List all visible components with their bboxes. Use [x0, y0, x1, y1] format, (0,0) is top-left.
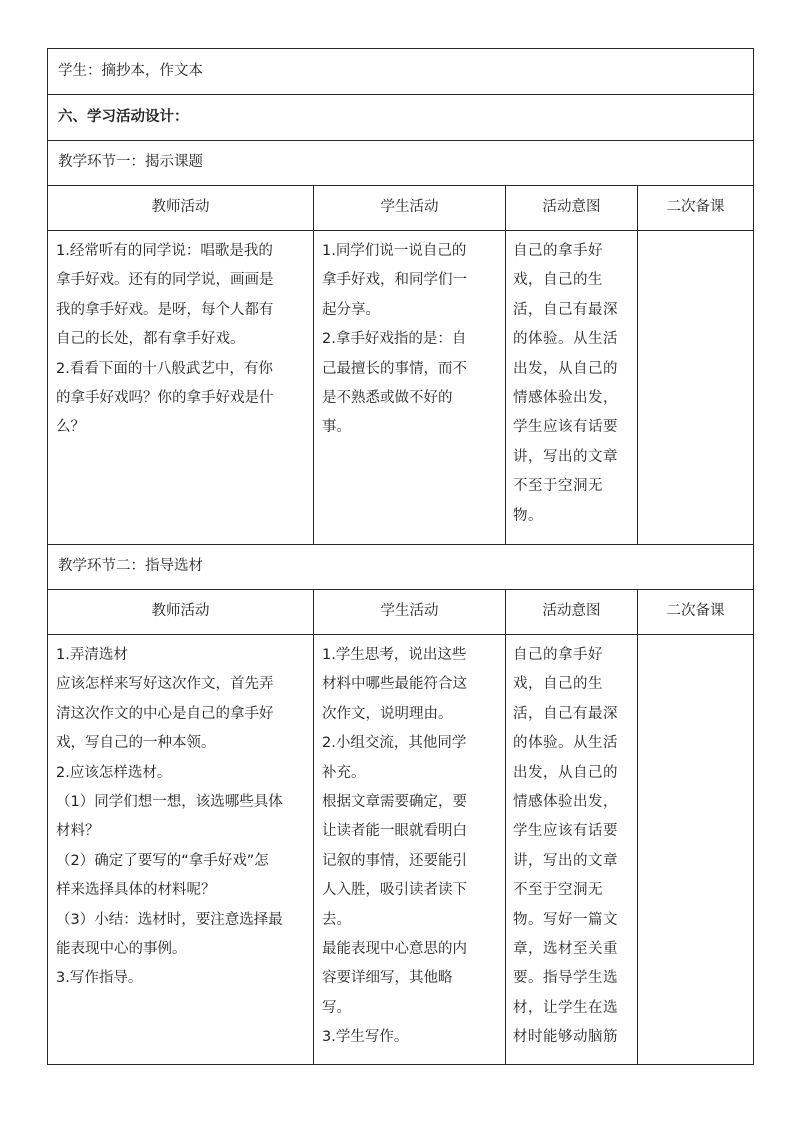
segment2-body-row: [48, 635, 754, 1065]
segment1-body-row: [48, 231, 754, 545]
text-line: 事。: [322, 419, 351, 436]
text-line: 是不熟悉或做不好的: [322, 390, 453, 407]
header-activity-intent: 活动意图: [506, 186, 638, 231]
segment1-header-row: [48, 186, 754, 231]
text-line: 戏，自己的生: [513, 272, 603, 289]
text-line: 学生应该有话要: [513, 823, 618, 840]
text-line: 能表现中心的事例。: [56, 941, 187, 958]
text-line: 应该怎样来写好这次作文，首先弄: [56, 676, 274, 693]
text-line: 自己的长处，都有拿手好戏。: [56, 331, 245, 348]
text-line: （2）确定了要写的“拿手好戏”怎: [56, 852, 269, 869]
text-line: 1.经常听有的同学说：唱歌是我的: [56, 243, 273, 259]
text-line: 1.弄清选材: [56, 647, 128, 663]
text-line: （3）小结：选材时，要注意选择最: [56, 911, 283, 928]
text-line: （1）同学们想一想，该选哪些具体: [56, 794, 283, 811]
segment1-student-cell: [314, 231, 506, 545]
text-line: 材，让学生在选: [513, 999, 618, 1016]
text-line: 起分享。: [322, 301, 380, 318]
text-line: 章，选材至关重: [513, 941, 618, 958]
text-line: 不至于空洞无: [513, 478, 603, 495]
segment1-title-row: [48, 141, 754, 186]
text-line: 自己的拿手好: [513, 647, 603, 663]
text-line: 活，自己有最深: [513, 301, 618, 318]
text-line: 拿手好戏。还有的同学说，画画是: [56, 272, 274, 289]
segment1-second-prep-cell: [638, 231, 754, 545]
text-line: 3.写作指导。: [56, 970, 143, 987]
text-line: 人入胜，吸引读者读下: [322, 882, 467, 899]
text-line: 么？: [56, 419, 85, 436]
section-title: 六、学习活动设计：: [48, 95, 754, 141]
text-line: 次作文，说明理由。: [322, 705, 453, 722]
header-teacher-activity: 教师活动: [48, 590, 314, 635]
text-line: 要。指导学生选: [513, 970, 618, 987]
text-line: 去。: [322, 911, 351, 928]
text-line: 讲，写出的文章: [513, 448, 618, 465]
segment1-intent-cell: [506, 231, 638, 545]
lesson-plan-table: [47, 48, 754, 1065]
header-teacher-activity: 教师活动: [48, 186, 314, 231]
text-line: 戏，写自己的一种本领。: [56, 735, 216, 752]
text-line: 物。: [513, 507, 543, 524]
text-line: 出发，从自己的: [513, 764, 618, 781]
text-line: 2.看看下面的十八般武艺中，有你: [56, 360, 273, 377]
text-line: 清这次作文的中心是自己的拿手好: [56, 705, 274, 722]
text-line: 讲，写出的文章: [513, 852, 618, 869]
text-line: 样来选择具体的材料呢？: [56, 882, 216, 899]
text-line: 己最擅长的事情，而不: [322, 360, 467, 377]
text-line: 2.小组交流，其他同学: [322, 735, 467, 752]
text-line: 情感体验出发，: [513, 794, 618, 811]
text-line: 1.同学们说一说自己的: [322, 243, 467, 259]
text-line: 补充。: [322, 764, 366, 781]
text-line: 材料？: [56, 823, 100, 840]
header-second-prep: 二次备课: [638, 186, 754, 231]
text-line: 的体验。从生活: [513, 735, 618, 752]
segment2-student-cell: [314, 635, 506, 1065]
text-line: 根据文章需要确定，要: [322, 794, 467, 811]
text-line: 2.应该怎样选材。: [56, 764, 172, 781]
materials-row: [48, 49, 754, 95]
header-student-activity: 学生活动: [314, 590, 506, 635]
text-line: 我的拿手好戏。是呀，每个人都有: [56, 301, 274, 318]
segment2-teacher-cell: [48, 635, 314, 1065]
text-line: 戏，自己的生: [513, 676, 603, 693]
text-line: 写。: [322, 999, 351, 1016]
text-line: 不至于空洞无: [513, 882, 603, 899]
segment2-second-prep-cell: [638, 635, 754, 1065]
text-line: 让读者能一眼就看明白: [322, 823, 467, 840]
text-line: 最能表现中心意思的内: [322, 941, 467, 958]
segment1-title: 教学环节一：揭示课题: [48, 141, 754, 186]
text-line: 出发，从自己的: [513, 360, 618, 377]
header-second-prep: 二次备课: [638, 590, 754, 635]
segment2-header-row: [48, 590, 754, 635]
section-title-row: [48, 95, 754, 141]
text-line: 容要详细写，其他略: [322, 970, 453, 987]
header-student-activity: 学生活动: [314, 186, 506, 231]
header-activity-intent: 活动意图: [506, 590, 638, 635]
segment1-teacher-cell: [48, 231, 314, 545]
text-line: 物。写好一篇文: [513, 911, 618, 928]
segment2-intent-cell: [506, 635, 638, 1065]
text-line: 1.学生思考，说出这些: [322, 647, 467, 663]
text-line: 3.学生写作。: [322, 1029, 409, 1046]
text-line: 材时能够动脑筋: [513, 1029, 618, 1046]
text-line: 拿手好戏，和同学们一: [322, 272, 467, 289]
text-line: 的体验。从生活: [513, 331, 618, 348]
text-line: 活，自己有最深: [513, 705, 618, 722]
text-line: 2.拿手好戏指的是：自: [322, 331, 467, 348]
segment2-title-row: [48, 545, 754, 590]
text-line: 自己的拿手好: [513, 243, 603, 259]
materials-text: 学生：摘抄本，作文本: [48, 49, 754, 95]
segment2-title: 教学环节二：指导选材: [48, 545, 754, 590]
text-line: 记叙的事情，还要能引: [322, 852, 467, 869]
text-line: 材料中哪些最能符合这: [322, 676, 467, 693]
text-line: 学生应该有话要: [513, 419, 618, 436]
text-line: 的拿手好戏吗？你的拿手好戏是什: [56, 390, 274, 407]
text-line: 情感体验出发，: [513, 390, 618, 407]
